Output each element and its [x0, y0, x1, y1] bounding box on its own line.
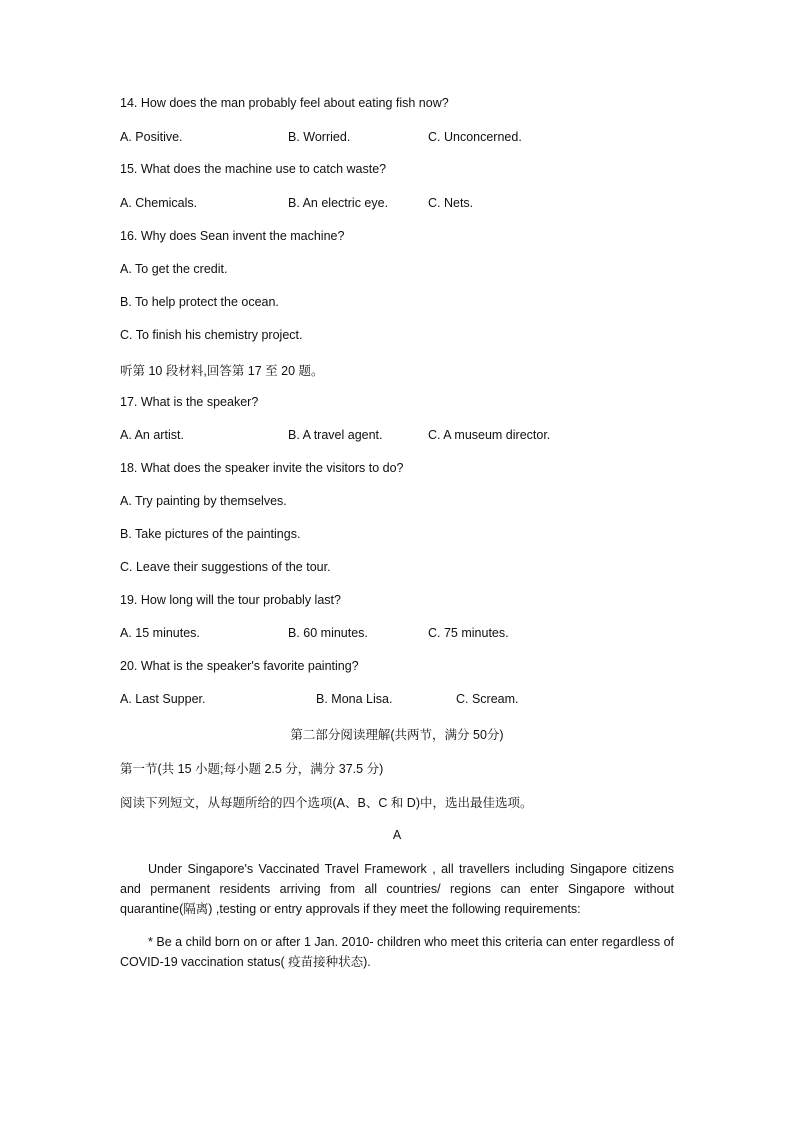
q15-option-b: B. An electric eye.	[288, 196, 389, 210]
section-1-title: 第一节(共 15 小题;每小题 2.5 分，满分 37.5 分)	[120, 762, 384, 776]
q19-option-c: C. 75 minutes.	[428, 626, 509, 640]
question-20: 20. What is the speaker's favorite painting?	[120, 659, 359, 673]
passage-paragraph-2: * Be a child born on or after 1 Jan. 2010- children who meet this criteria can enter regardless of COVID-19 vaccination status( 疫苗接种状态).	[120, 935, 674, 969]
q19-option-b: B. 60 minutes.	[288, 626, 368, 640]
q16-option-a: A. To get the credit.	[120, 262, 228, 276]
passage-paragraph-1: Under Singapore's Vaccinated Travel Framework , all travellers including Singapore citizens and permanent residents arriving from all countries/ regions can enter Singapore without quarantine(隔离) ,testing or entry approvals if they meet the following requirements:	[120, 862, 674, 916]
q14-option-c: C. Unconcerned.	[428, 130, 522, 144]
q18-option-b: B. Take pictures of the paintings.	[120, 527, 301, 541]
q20-option-c: C. Scream.	[456, 692, 519, 706]
question-14: 14. How does the man probably feel about eating fish now?	[120, 96, 449, 110]
q14-option-a: A. Positive.	[120, 130, 183, 144]
q14-option-b: B. Worried.	[288, 130, 351, 144]
question-19: 19. How long will the tour probably last?	[120, 593, 341, 607]
question-16: 16. Why does Sean invent the machine?	[120, 229, 345, 243]
q20-option-a: A. Last Supper.	[120, 692, 206, 706]
q15-option-c: C. Nets.	[428, 196, 474, 210]
question-17: 17. What is the speaker?	[120, 395, 259, 409]
section-10-instruction: 听第 10 段材料,回答第 17 至 20 题。	[120, 364, 324, 378]
q18-option-a: A. Try painting by themselves.	[120, 494, 287, 508]
q17-option-c: C. A museum director.	[428, 428, 551, 442]
q19-option-a: A. 15 minutes.	[120, 626, 200, 640]
part-2-title: 第二部分阅读理解(共两节，满分 50分)	[290, 728, 504, 742]
question-18: 18. What does the speaker invite the visitors to do?	[120, 461, 404, 475]
q18-option-c: C. Leave their suggestions of the tour.	[120, 560, 331, 574]
q16-option-c: C. To finish his chemistry project.	[120, 328, 303, 342]
q20-option-b: B. Mona Lisa.	[316, 692, 393, 706]
question-15: 15. What does the machine use to catch waste?	[120, 162, 387, 176]
passage-label: A	[392, 828, 402, 842]
reading-instruction: 阅读下列短文，从每题所给的四个选项(A、B、C 和 D)中，选出最佳选项。	[120, 796, 533, 810]
q17-option-b: B. A travel agent.	[288, 428, 383, 442]
q16-option-b: B. To help protect the ocean.	[120, 295, 279, 309]
q17-option-a: A. An artist.	[120, 428, 184, 442]
q15-option-a: A. Chemicals.	[120, 196, 198, 210]
